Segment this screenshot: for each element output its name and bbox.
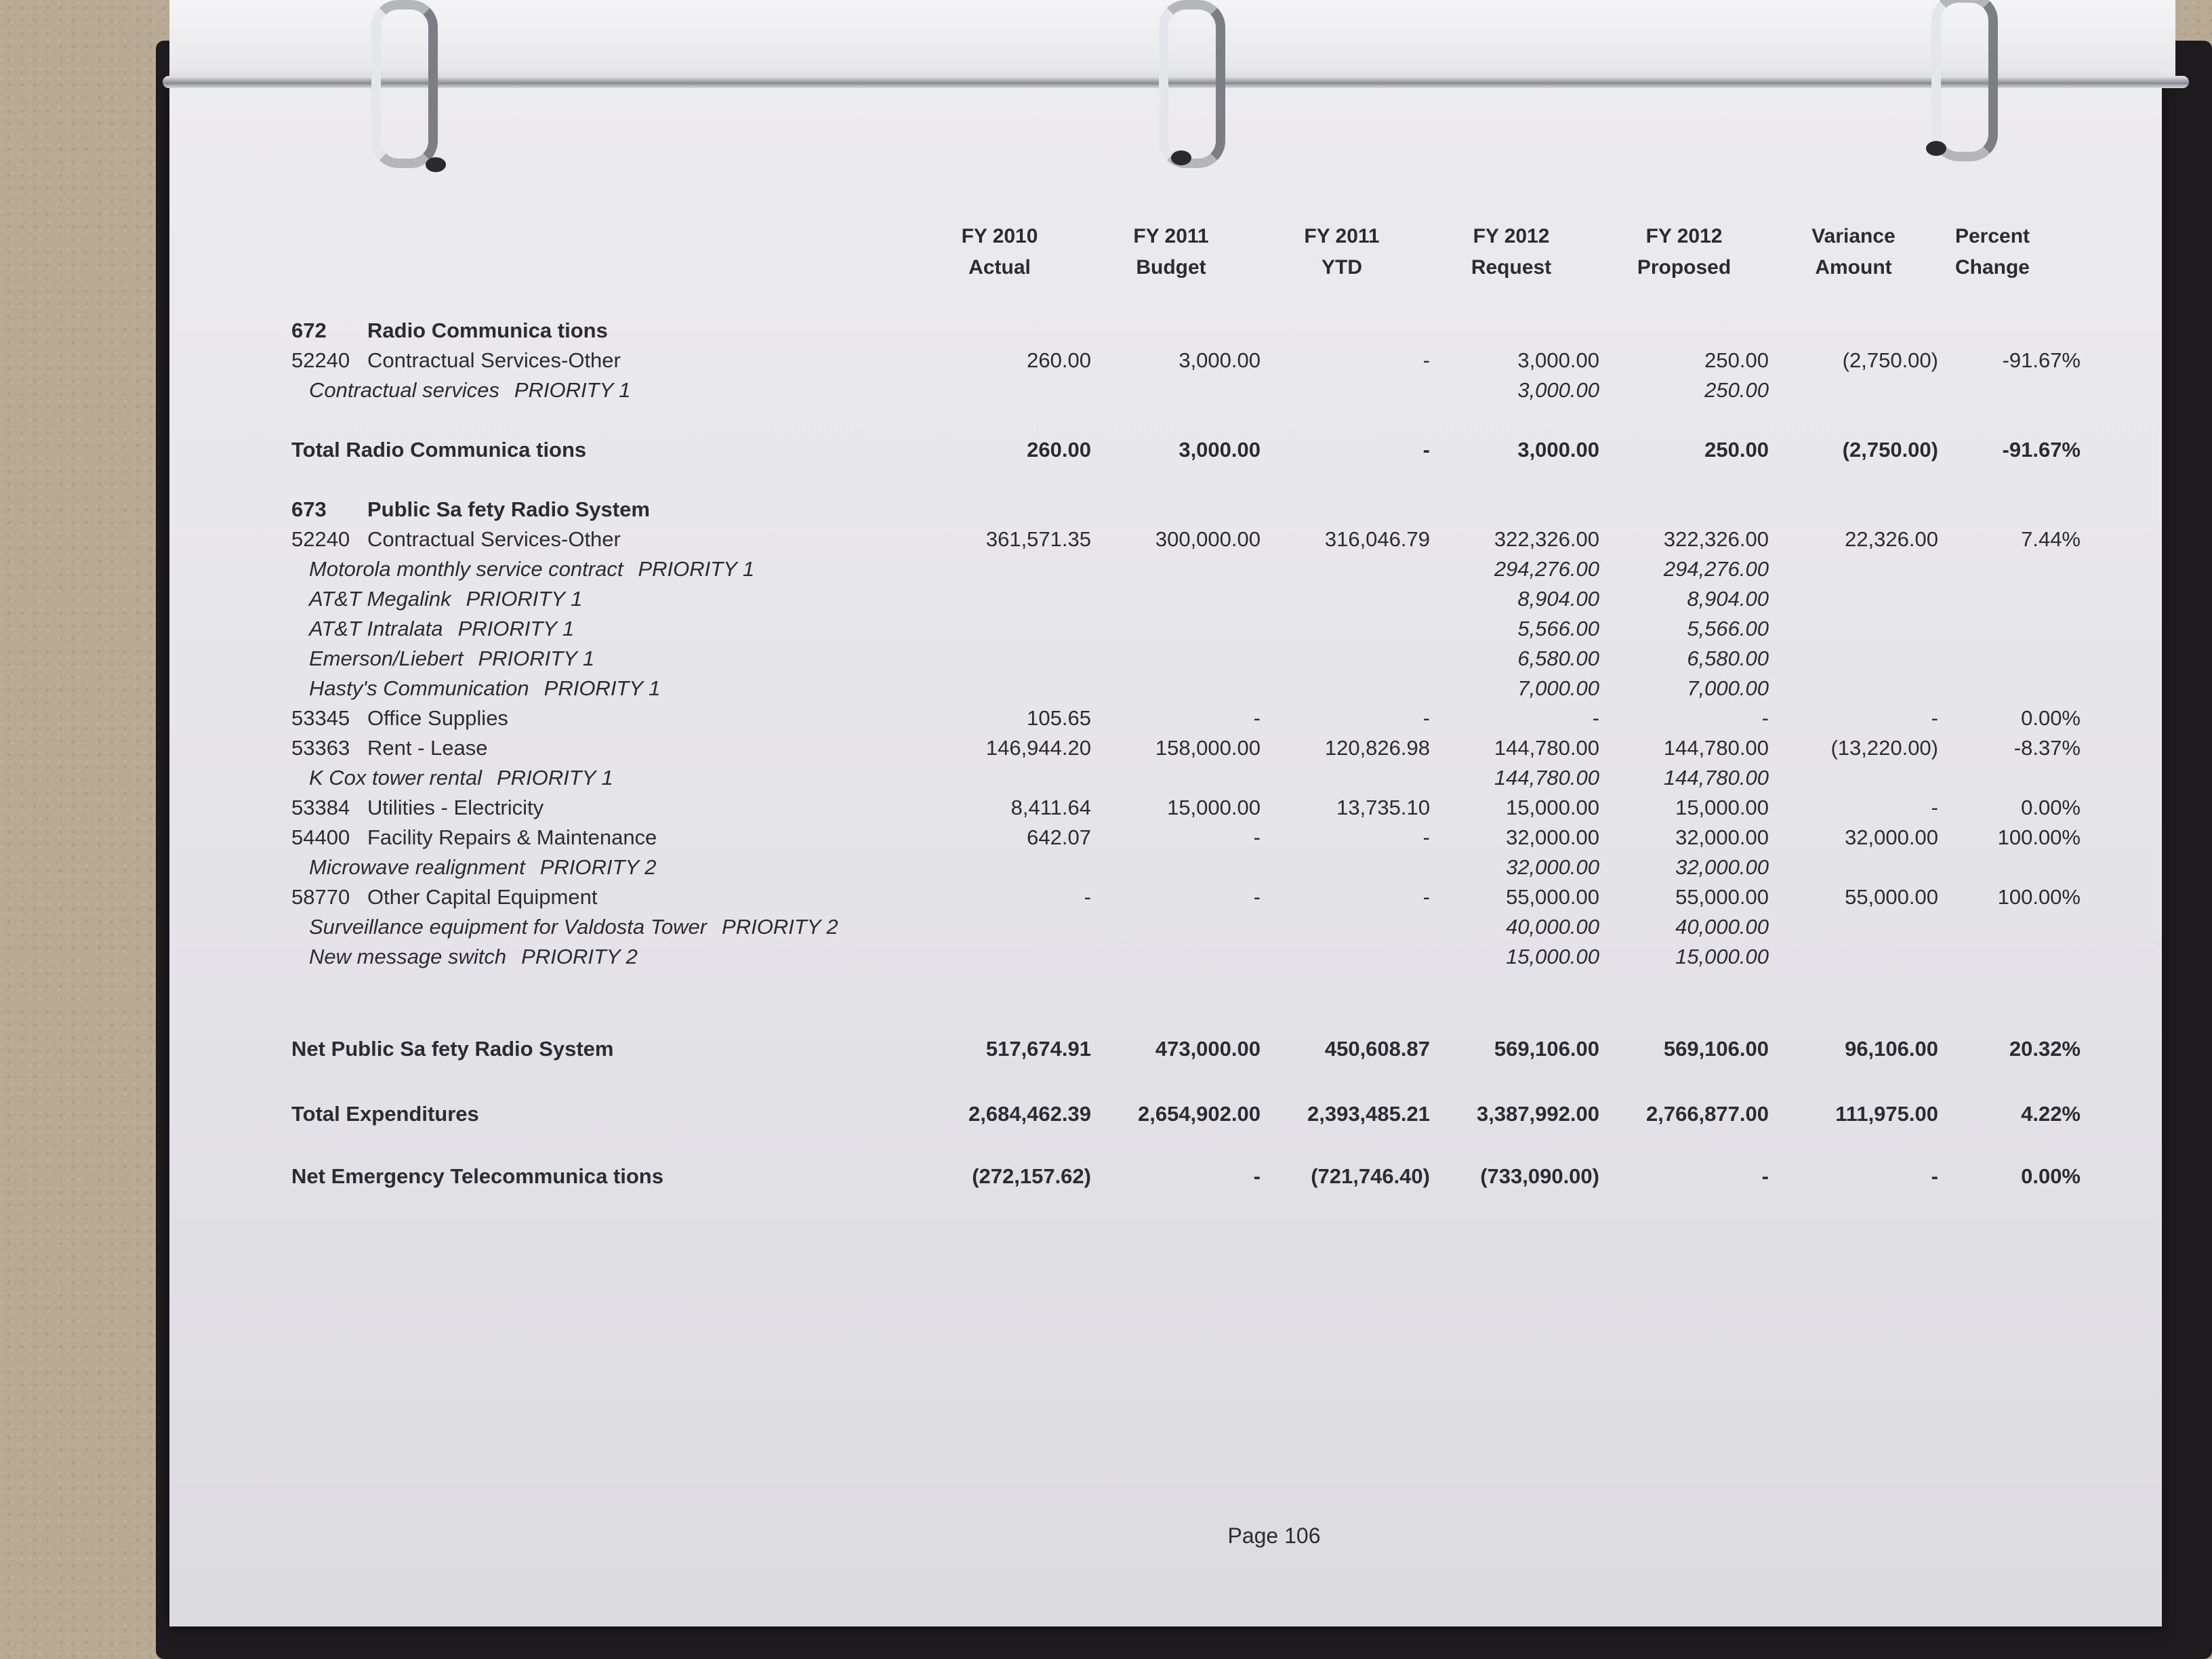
value-cell: - bbox=[1422, 885, 1430, 909]
value-cell: 3,000.00 bbox=[1517, 378, 1599, 402]
column-header-line2: Proposed bbox=[1637, 256, 1732, 279]
value-cell: 8,904.00 bbox=[1687, 587, 1769, 611]
row-label bbox=[291, 438, 586, 462]
value-cell: 322,326.00 bbox=[1494, 527, 1599, 551]
account-name: Public Sa fety Radio System bbox=[367, 497, 650, 521]
row-label bbox=[291, 319, 608, 343]
page-number: Page 106 bbox=[1227, 1523, 1321, 1548]
column-header-line1: FY 2012 bbox=[1645, 225, 1723, 247]
value-cell: 3,387,992.00 bbox=[1476, 1102, 1599, 1126]
row-label bbox=[309, 945, 638, 969]
priority-tag: PRIORITY 2 bbox=[521, 945, 638, 968]
row-label bbox=[291, 1037, 613, 1061]
row-label bbox=[291, 825, 657, 850]
account-code: 673 bbox=[291, 497, 327, 521]
value-cell: - bbox=[1253, 706, 1261, 730]
account-name: K Cox tower rental bbox=[309, 766, 482, 790]
value-cell: 300,000.00 bbox=[1155, 527, 1261, 551]
value-cell: (272,157.62) bbox=[972, 1164, 1091, 1188]
row-label bbox=[291, 348, 621, 373]
value-cell: 22,326.00 bbox=[1845, 527, 1938, 551]
value-cell: 322,326.00 bbox=[1663, 527, 1769, 551]
column-header-line1: FY 2011 bbox=[1304, 225, 1380, 247]
value-cell: 316,046.79 bbox=[1324, 527, 1430, 551]
value-cell: 294,276.00 bbox=[1663, 557, 1769, 581]
column-header-line1: FY 2012 bbox=[1473, 225, 1550, 247]
column-header-2 bbox=[1254, 221, 1430, 283]
binder-ring-left bbox=[371, 0, 438, 168]
row-label bbox=[309, 557, 754, 581]
value-cell: - bbox=[1592, 706, 1599, 730]
value-cell: 100.00% bbox=[1997, 825, 2081, 849]
value-cell: 55,000.00 bbox=[1675, 885, 1769, 909]
budget-table bbox=[169, 80, 2162, 1626]
column-header-line2: Actual bbox=[968, 256, 1031, 279]
value-cell: 7,000.00 bbox=[1687, 676, 1769, 700]
value-cell: 40,000.00 bbox=[1506, 915, 1599, 939]
value-cell: 144,780.00 bbox=[1663, 766, 1769, 790]
row-label bbox=[291, 497, 650, 522]
punch-hole-left bbox=[426, 157, 446, 172]
value-cell: 7.44% bbox=[2021, 527, 2081, 551]
document-page bbox=[169, 80, 2162, 1626]
value-cell: -91.67% bbox=[2002, 438, 2081, 462]
priority-tag: PRIORITY 1 bbox=[497, 766, 613, 790]
value-cell: 32,000.00 bbox=[1506, 825, 1599, 849]
account-name: Motorola monthly service contract bbox=[309, 557, 623, 581]
value-cell: - bbox=[1761, 706, 1769, 730]
value-cell: -91.67% bbox=[2002, 348, 2081, 372]
value-cell: 3,000.00 bbox=[1517, 438, 1599, 462]
value-cell: 2,393,485.21 bbox=[1307, 1102, 1430, 1126]
value-cell: 111,975.00 bbox=[1835, 1102, 1938, 1126]
table-row bbox=[169, 915, 2162, 946]
value-cell: 4.22% bbox=[2021, 1102, 2081, 1126]
column-header-4 bbox=[1596, 221, 1772, 283]
priority-tag: PRIORITY 2 bbox=[539, 855, 657, 879]
row-label bbox=[309, 855, 656, 880]
column-header-line1: FY 2010 bbox=[961, 225, 1038, 247]
priority-tag: PRIORITY 1 bbox=[514, 378, 631, 402]
table-row bbox=[169, 766, 2162, 797]
account-name: Net Emergency Telecommunica tions bbox=[291, 1164, 663, 1188]
row-label bbox=[291, 1102, 479, 1126]
row-label bbox=[309, 676, 660, 701]
account-name: Office Supplies bbox=[367, 706, 508, 730]
account-name: Other Capital Equipment bbox=[367, 885, 598, 909]
value-cell: 6,580.00 bbox=[1687, 647, 1769, 670]
value-cell: 5,566.00 bbox=[1517, 617, 1599, 640]
column-header-3 bbox=[1423, 221, 1599, 283]
value-cell: 15,000.00 bbox=[1506, 945, 1599, 968]
value-cell: - bbox=[1422, 438, 1430, 462]
value-cell: 146,944.20 bbox=[985, 736, 1091, 760]
value-cell: (2,750.00) bbox=[1842, 438, 1938, 462]
column-header-6 bbox=[1904, 221, 2081, 283]
row-label bbox=[309, 587, 582, 611]
value-cell: 250.00 bbox=[1704, 438, 1769, 462]
value-cell: 569,106.00 bbox=[1494, 1037, 1599, 1061]
punch-hole-middle bbox=[1171, 150, 1191, 165]
account-code: 58770 bbox=[291, 885, 350, 909]
account-name: Contractual Services-Other bbox=[367, 527, 621, 551]
value-cell: 15,000.00 bbox=[1506, 796, 1599, 819]
account-name: Radio Communica tions bbox=[367, 319, 608, 342]
account-name: Contractual services bbox=[309, 378, 499, 402]
account-name: Facility Repairs & Maintenance bbox=[367, 825, 657, 849]
value-cell: 473,000.00 bbox=[1155, 1037, 1261, 1061]
value-cell: 2,684,462.39 bbox=[968, 1102, 1091, 1126]
priority-tag: PRIORITY 1 bbox=[466, 587, 583, 611]
value-cell: 569,106.00 bbox=[1663, 1037, 1769, 1061]
value-cell: 100.00% bbox=[1997, 885, 2081, 909]
column-header-line2: Budget bbox=[1136, 256, 1206, 279]
value-cell: 2,654,902.00 bbox=[1137, 1102, 1261, 1126]
priority-tag: PRIORITY 1 bbox=[638, 557, 755, 581]
account-name: Total Radio Communica tions bbox=[291, 438, 587, 462]
value-cell: 6,580.00 bbox=[1517, 647, 1599, 670]
table-row bbox=[169, 497, 2162, 529]
value-cell: - bbox=[1761, 1164, 1769, 1188]
row-label bbox=[309, 766, 613, 790]
value-cell: 8,904.00 bbox=[1517, 587, 1599, 611]
value-cell: 20.32% bbox=[2009, 1037, 2081, 1061]
account-name: Hasty's Communication bbox=[309, 676, 529, 700]
table-row bbox=[169, 736, 2162, 767]
row-label bbox=[309, 378, 631, 403]
row-label bbox=[291, 796, 544, 820]
account-name: Microwave realignment bbox=[309, 855, 525, 879]
punch-hole-right bbox=[1926, 141, 1946, 156]
value-cell: (733,090.00) bbox=[1480, 1164, 1599, 1188]
table-row bbox=[169, 527, 2162, 558]
value-cell: 294,276.00 bbox=[1494, 557, 1599, 581]
value-cell: 250.00 bbox=[1704, 348, 1769, 372]
row-label bbox=[291, 527, 621, 552]
value-cell: 7,000.00 bbox=[1517, 676, 1599, 700]
account-name: Surveillance equipment for Valdosta Tower bbox=[309, 915, 708, 939]
row-label bbox=[291, 1164, 663, 1189]
account-code: 53363 bbox=[291, 736, 350, 760]
table-row bbox=[169, 855, 2162, 886]
value-cell: - bbox=[1253, 885, 1261, 909]
binder-ring-middle bbox=[1159, 0, 1225, 168]
table-row bbox=[169, 676, 2162, 708]
value-cell: - bbox=[1253, 825, 1261, 849]
table-row bbox=[169, 945, 2162, 976]
value-cell: (721,746.40) bbox=[1311, 1164, 1430, 1188]
priority-tag: PRIORITY 1 bbox=[457, 617, 575, 640]
table-row bbox=[169, 706, 2162, 737]
table-row bbox=[169, 885, 2162, 916]
column-header-line2: Change bbox=[1954, 256, 2030, 279]
value-cell: - bbox=[1931, 1164, 1938, 1188]
value-cell: 3,000.00 bbox=[1517, 348, 1599, 372]
value-cell: 144,780.00 bbox=[1663, 736, 1769, 760]
table-row bbox=[169, 438, 2162, 469]
row-label bbox=[291, 706, 508, 731]
value-cell: 32,000.00 bbox=[1675, 825, 1769, 849]
table-row bbox=[169, 825, 2162, 857]
value-cell: 120,826.98 bbox=[1324, 736, 1430, 760]
value-cell: 0.00% bbox=[2021, 706, 2081, 730]
table-row bbox=[169, 1164, 2162, 1195]
value-cell: 32,000.00 bbox=[1675, 855, 1769, 879]
table-row bbox=[169, 647, 2162, 678]
column-header-line2: YTD bbox=[1322, 256, 1362, 279]
row-label bbox=[291, 885, 597, 909]
table-row bbox=[169, 378, 2162, 409]
account-name: Contractual Services-Other bbox=[367, 348, 621, 372]
value-cell: 361,571.35 bbox=[985, 527, 1091, 551]
account-name: Net Public Sa fety Radio System bbox=[291, 1037, 614, 1061]
value-cell: 15,000.00 bbox=[1167, 796, 1261, 819]
account-name: AT&T Intralata bbox=[309, 617, 443, 640]
account-name: Emerson/Liebert bbox=[309, 647, 464, 670]
account-name: AT&T Megalink bbox=[309, 587, 451, 611]
value-cell: 32,000.00 bbox=[1506, 855, 1599, 879]
value-cell: 3,000.00 bbox=[1179, 348, 1261, 372]
column-header-line1: FY 2011 bbox=[1133, 225, 1209, 247]
account-code: 54400 bbox=[291, 825, 350, 849]
value-cell: (13,220.00) bbox=[1830, 736, 1938, 760]
table-row bbox=[169, 1102, 2162, 1133]
value-cell: 250.00 bbox=[1704, 378, 1769, 402]
priority-tag: PRIORITY 2 bbox=[722, 915, 838, 939]
value-cell: 96,106.00 bbox=[1845, 1037, 1938, 1061]
value-cell: 15,000.00 bbox=[1675, 796, 1769, 819]
value-cell: 40,000.00 bbox=[1675, 915, 1769, 939]
value-cell: 2,766,877.00 bbox=[1645, 1102, 1769, 1126]
value-cell: - bbox=[1931, 706, 1938, 730]
value-cell: 15,000.00 bbox=[1675, 945, 1769, 968]
value-cell: (2,750.00) bbox=[1842, 348, 1938, 372]
table-row bbox=[169, 1037, 2162, 1068]
account-code: 672 bbox=[291, 319, 327, 342]
account-code: 53384 bbox=[291, 796, 350, 819]
table-row bbox=[169, 557, 2162, 588]
value-cell: - bbox=[1084, 885, 1091, 909]
account-name: New message switch bbox=[309, 945, 507, 968]
account-code: 52240 bbox=[291, 348, 350, 372]
column-header-line1: Percent bbox=[1954, 225, 2030, 247]
column-header-line2: Amount bbox=[1815, 256, 1892, 279]
value-cell: - bbox=[1422, 825, 1430, 849]
value-cell: 144,780.00 bbox=[1494, 766, 1599, 790]
table-row bbox=[169, 319, 2162, 350]
column-header-1 bbox=[1083, 221, 1259, 283]
value-cell: 0.00% bbox=[2021, 1164, 2081, 1188]
value-cell: 5,566.00 bbox=[1687, 617, 1769, 640]
value-cell: 0.00% bbox=[2021, 796, 2081, 819]
row-label bbox=[309, 617, 574, 641]
column-header-line1: Variance bbox=[1811, 225, 1896, 247]
row-label bbox=[291, 736, 488, 760]
column-header-0 bbox=[912, 221, 1088, 283]
value-cell: - bbox=[1422, 706, 1430, 730]
value-cell: 260.00 bbox=[1027, 438, 1091, 462]
value-cell: 3,000.00 bbox=[1179, 438, 1261, 462]
table-row bbox=[169, 617, 2162, 648]
value-cell: 13,735.10 bbox=[1336, 796, 1430, 819]
value-cell: 517,674.91 bbox=[985, 1037, 1091, 1061]
column-header-line2: Request bbox=[1471, 256, 1552, 279]
value-cell: -8.37% bbox=[2013, 736, 2081, 760]
value-cell: 450,608.87 bbox=[1324, 1037, 1430, 1061]
value-cell: 55,000.00 bbox=[1506, 885, 1599, 909]
account-code: 52240 bbox=[291, 527, 350, 551]
value-cell: 642.07 bbox=[1027, 825, 1091, 849]
account-name: Utilities - Electricity bbox=[367, 796, 544, 819]
value-cell: 144,780.00 bbox=[1494, 736, 1599, 760]
table-row bbox=[169, 587, 2162, 618]
value-cell: 105.65 bbox=[1027, 706, 1091, 730]
value-cell: - bbox=[1931, 796, 1938, 819]
value-cell: 158,000.00 bbox=[1155, 736, 1261, 760]
row-label bbox=[309, 915, 838, 939]
row-label bbox=[309, 647, 594, 671]
value-cell: 55,000.00 bbox=[1845, 885, 1938, 909]
priority-tag: PRIORITY 1 bbox=[478, 647, 595, 670]
value-cell: 260.00 bbox=[1027, 348, 1091, 372]
priority-tag: PRIORITY 1 bbox=[544, 676, 661, 700]
value-cell: - bbox=[1422, 348, 1430, 372]
account-code: 53345 bbox=[291, 706, 350, 730]
account-name: Rent - Lease bbox=[367, 736, 488, 760]
binder-ring-right bbox=[1931, 0, 1998, 161]
value-cell: - bbox=[1253, 1164, 1261, 1188]
table-row bbox=[169, 348, 2162, 380]
table-row bbox=[169, 796, 2162, 827]
value-cell: 8,411.64 bbox=[1010, 796, 1091, 819]
account-name: Total Expenditures bbox=[291, 1102, 479, 1126]
value-cell: 32,000.00 bbox=[1845, 825, 1938, 849]
